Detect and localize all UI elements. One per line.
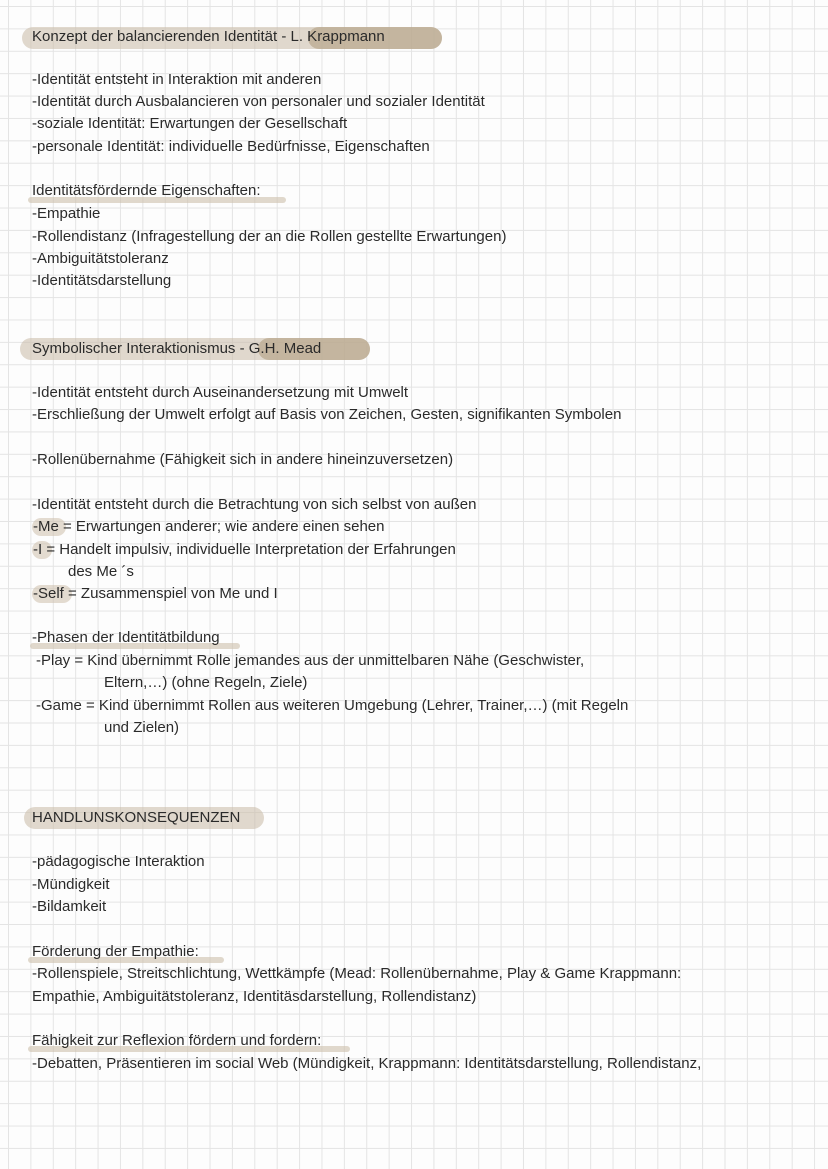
play-definition-cont: Eltern,…) (ohne Regeln, Ziele) [104, 674, 308, 691]
section3-point: -Mündigkeit [32, 876, 110, 893]
play-definition: -Play = Kind übernimmt Rolle jemandes aus der unmittelbaren Nähe (Geschwister, [36, 652, 585, 669]
phases-heading: -Phasen der Identitätbildung [32, 629, 220, 646]
section1-point: -Identität durch Ausbalancieren von personaler und sozialer Identität [32, 93, 485, 110]
empathy-measures: -Rollenspiele, Streitschlichtung, Wettkämpfe (Mead: Rollenübernahme, Play & Game Krappmann: [32, 965, 682, 982]
section2-heading: Symbolischer Interaktionismus - G.H. Mead [32, 340, 322, 357]
self-definition: -Self = Zusammenspiel von Me und I [33, 585, 278, 602]
game-definition-cont: und Zielen) [104, 719, 180, 736]
me-definition: -Me = Erwartungen anderer; wie andere einen sehen [33, 518, 385, 535]
empathy-heading: Förderung der Empathie: [32, 943, 199, 960]
self-view: -Identität entsteht durch die Betrachtung von sich selbst von außen [32, 496, 477, 513]
section1-heading: Konzept der balancierenden Identität - L. Krappmann [32, 28, 385, 45]
i-definition-cont: des Me ´s [68, 563, 134, 580]
section1-point: -soziale Identität: Erwartungen der Gesellschaft [32, 115, 348, 132]
trait-item: -Rollendistanz (Infragestellung der an die Rollen gestellte Erwartungen) [32, 228, 507, 245]
section3-point: -Bildamkeit [32, 898, 107, 915]
game-definition: -Game = Kind übernimmt Rollen aus weiteren Umgebung (Lehrer, Trainer,…) (mit Regeln [36, 697, 629, 714]
empathy-measures-cont: Empathie, Ambiguitätstoleranz, Identitäsdarstellung, Rollendistanz) [32, 988, 477, 1005]
role-taking: -Rollenübernahme (Fähigkeit sich in andere hineinzuversetzen) [32, 451, 454, 468]
section1-subheading: Identitätsfördernde Eigenschaften: [32, 182, 261, 199]
section1-point: -Identität entsteht in Interaktion mit anderen [32, 71, 322, 88]
trait-item: -Identitätsdarstellung [32, 272, 172, 289]
trait-item: -Empathie [32, 205, 101, 222]
reflection-heading: Fähigkeit zur Reflexion fördern und fordern: [32, 1032, 322, 1049]
i-definition: -I = Handelt impulsiv, individuelle Interpretation der Erfahrungen [33, 541, 456, 558]
section2-point: -Erschließung der Umwelt erfolgt auf Basis von Zeichen, Gesten, signifikanten Symbolen [32, 406, 622, 423]
trait-item: -Ambiguitätstoleranz [32, 250, 169, 267]
section3-point: -pädagogische Interaktion [32, 853, 205, 870]
section3-heading: HANDLUNSKONSEQUENZEN [32, 809, 241, 826]
reflection-measures: -Debatten, Präsentieren im social Web (Mündigkeit, Krappmann: Identitätsdarstellung, Rollendistanz, [32, 1055, 702, 1072]
section2-point: -Identität entsteht durch Auseinandersetzung mit Umwelt [32, 384, 409, 401]
section1-point: -personale Identität: individuelle Bedürfnisse, Eigenschaften [32, 138, 430, 155]
